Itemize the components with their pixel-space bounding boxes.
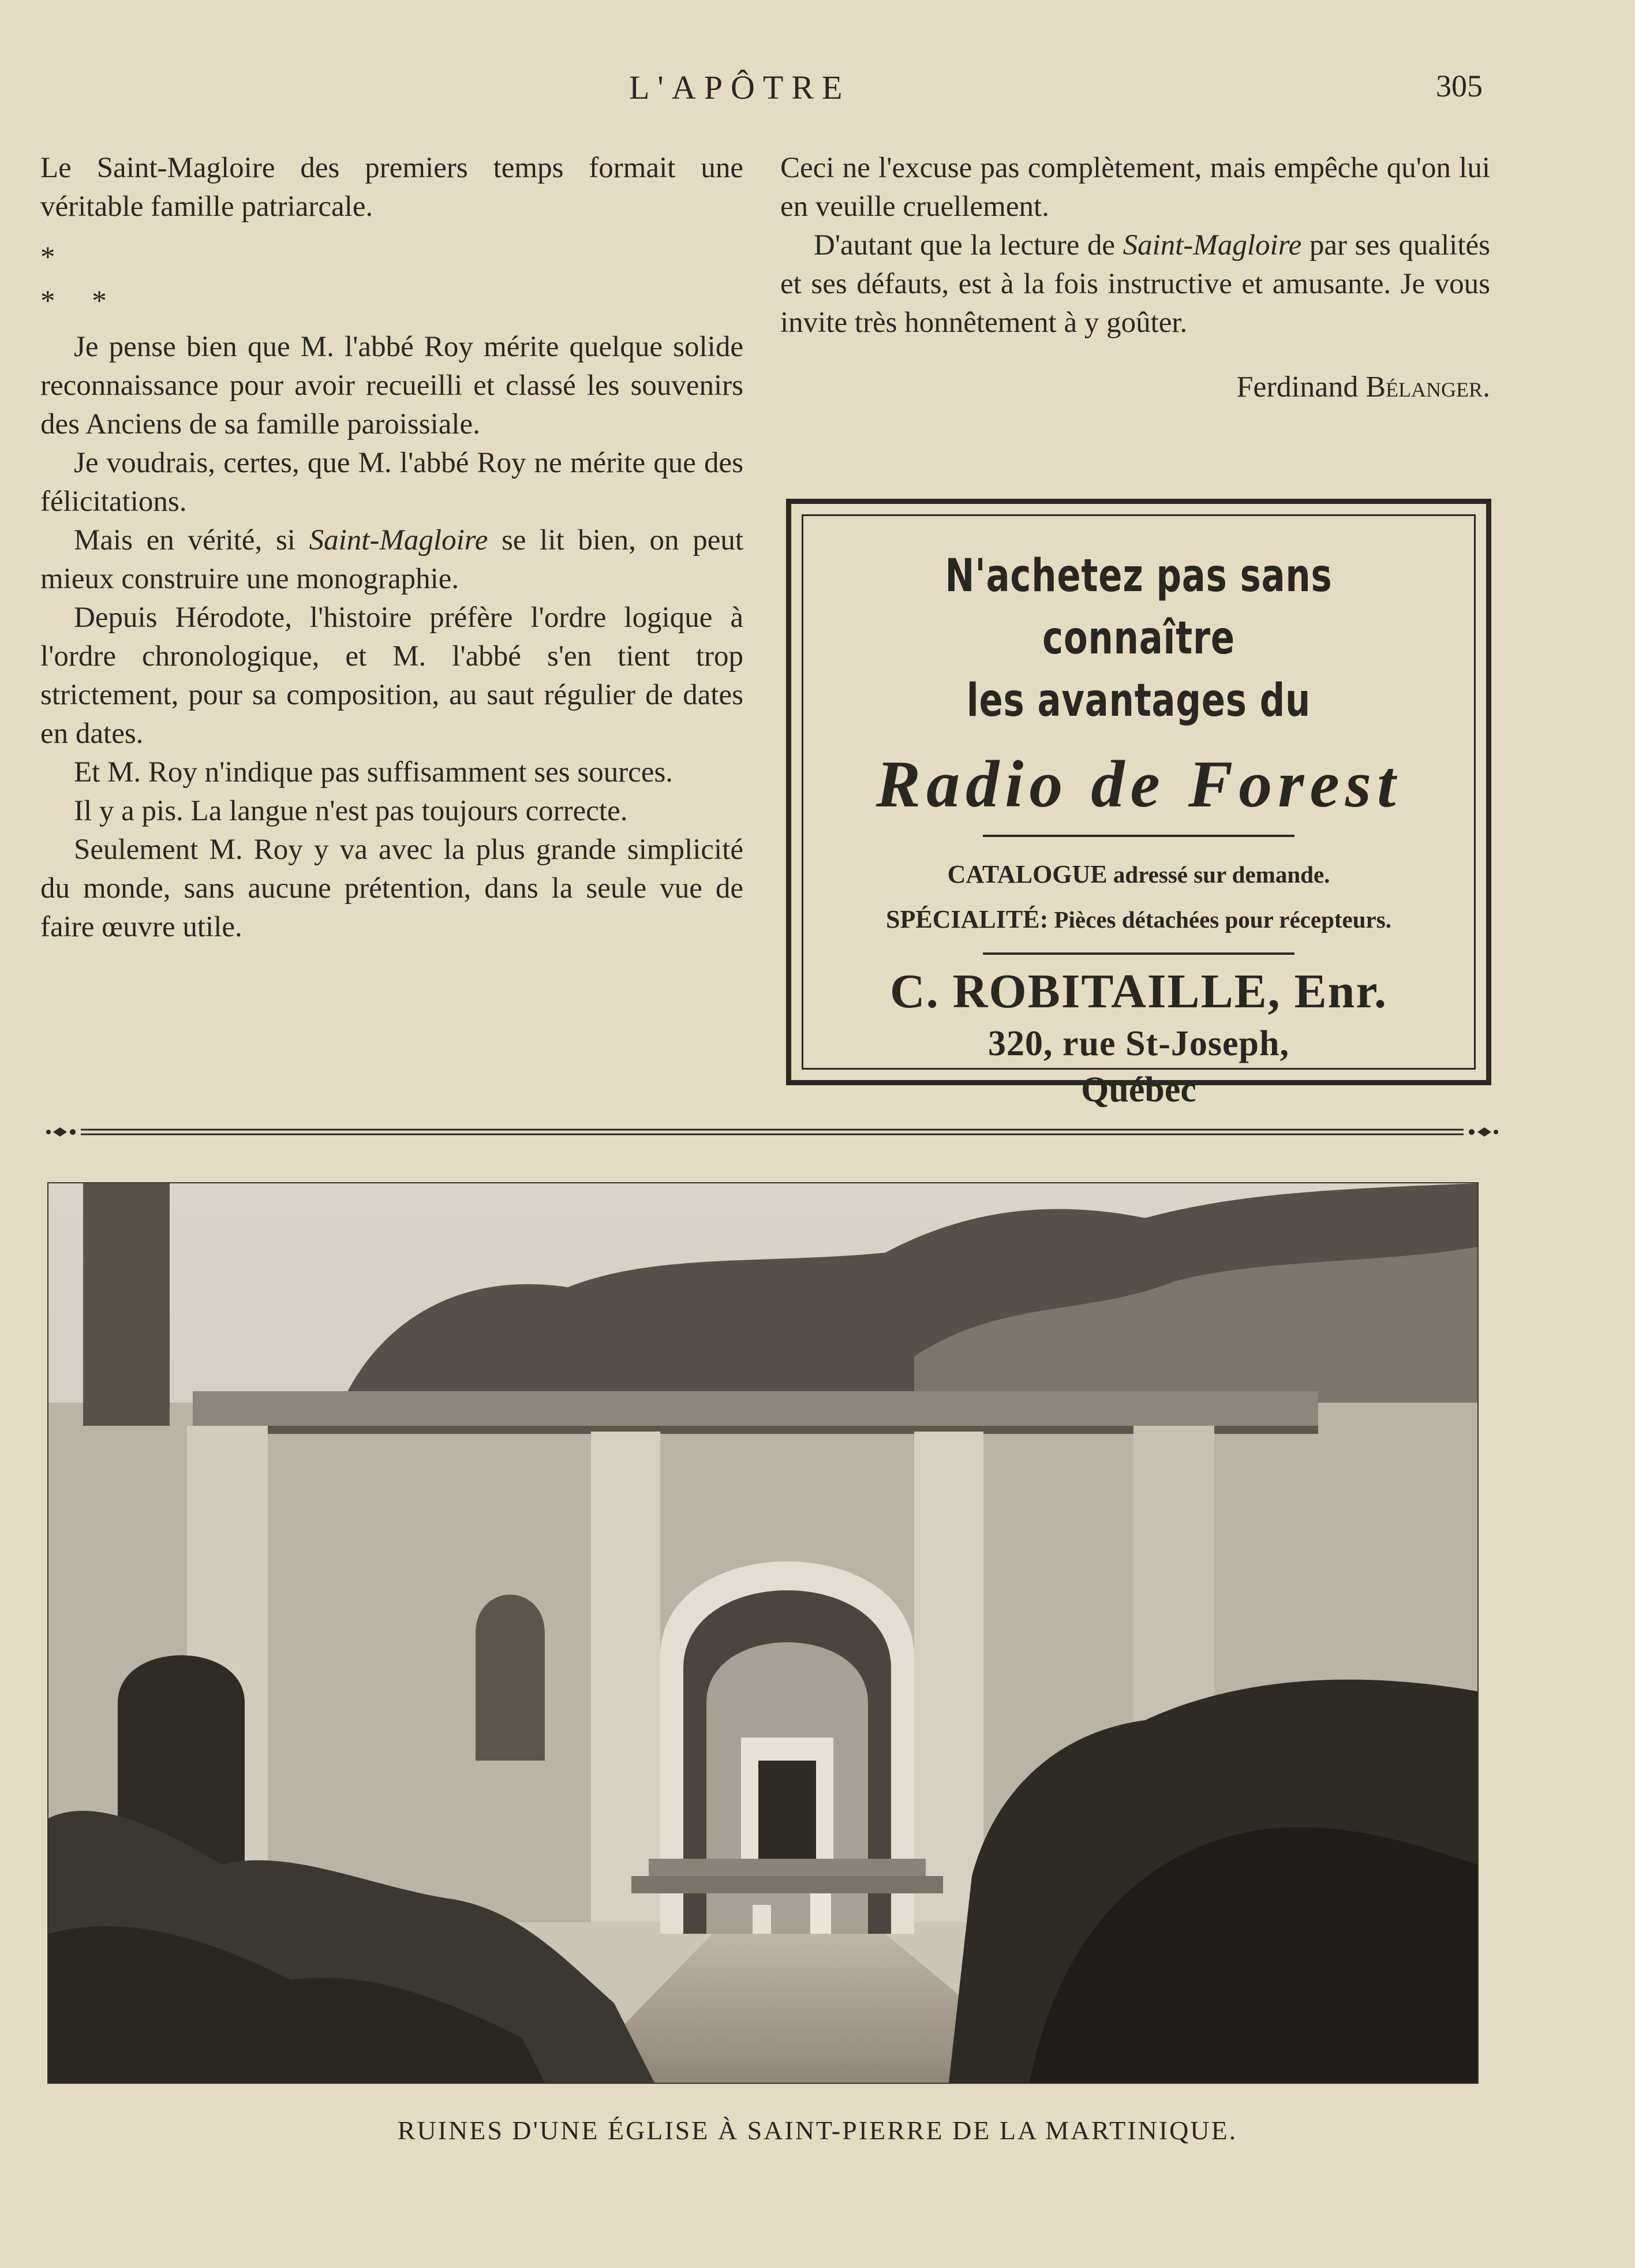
advertisement [786,499,1491,1109]
paragraph: Je pense bien que M. l'abbé Roy mérite quelque solide reconnaissance pour avoir recueilli et classé les souvenirs des Anciens de sa famille paroissiale. [40,331,743,440]
ad-specialty-text: Pièces détachées pour récepteurs. [1048,906,1391,933]
page-number: 305 [1436,69,1483,103]
church-ruins-photograph [47,1182,1479,2084]
paragraph: Je voudrais, certes, que M. l'abbé Roy ne mérite que des félicitations. [40,447,743,518]
book-title: Saint-Magloire [309,524,488,556]
photo-illustration [48,1183,1477,2083]
ad-rule [983,835,1294,837]
signature-last-name: Bélanger. [1365,371,1490,403]
paragraph-text: se lit bien, on peut mieux construire une monographie. [40,524,744,595]
running-head [0,68,1635,114]
advertisement-inner-frame [802,514,1476,1109]
ad-headline [877,545,1400,732]
ad-specialty-line [803,897,1474,942]
ad-rule [983,952,1294,955]
paragraph: Il y a pis. La langue n'est pas toujours correcte. [74,795,628,827]
paragraph-text: par ses qualités et ses défauts, est à la fois instructive et amusante. Je vous invite très honnêtement à y goûter. [780,229,1490,339]
right-column [780,149,1490,406]
ad-catalogue-label: CATALOGUE [947,860,1108,888]
paragraph [780,226,1490,342]
ad-brand-name: Radio de Forest [876,748,1402,821]
journal-title: L'APÔTRE [629,69,851,106]
book-title: Saint-Magloire [1123,229,1302,261]
divider-ornament-right [1469,1127,1498,1137]
ad-headline-line: N'achetez pas sans connaître [945,550,1333,664]
paragraph: Seulement M. Roy y va avec la plus grande simplicité du monde, sans aucune prétention, dans la seule vue de faire œuvre utile. [40,834,743,943]
left-column [40,149,743,947]
paragraph [40,521,743,599]
paragraph: Et M. Roy n'indique pas suffisamment ses sources. [74,756,674,789]
ad-catalogue-text: adressé sur demande. [1107,861,1330,888]
signature-first-name: Ferdinand [1236,371,1366,403]
paragraph: Le Saint-Magloire des premiers temps formait une véritable famille patriarcale. [40,152,743,223]
section-break-stars: * * [40,285,107,317]
paragraph: Depuis Hérodote, l'histoire préfère l'ordre logique à l'ordre chronologique, et M. l'abbé s'en tient trop strictement, pour sa composition, au saut régulier de dates en dates. [40,601,743,750]
signature [780,368,1490,406]
paragraph-text: Mais en vérité, si [74,524,309,556]
ad-city: Québec [1081,1070,1196,1109]
ad-catalogue-line [803,852,1474,897]
photo-caption: RUINES D'UNE ÉGLISE À SAINT-PIERRE DE LA MARTINIQUE. [397,2116,1238,2145]
ad-company-name: C. ROBITAILLE, Enr. [890,965,1387,1018]
ad-headline-line: les avantages du [966,675,1311,727]
ad-address: 320, rue St-Joseph, [988,1024,1289,1063]
paragraph-text: D'autant que la lecture de [814,229,1123,261]
section-break-star: * [40,241,55,274]
ad-specialty-label: SPÉCIALITÉ: [886,905,1049,933]
ornamental-divider [45,1123,1499,1141]
paragraph: Ceci ne l'excuse pas complètement, mais empêche qu'on lui en veuille cruellement. [780,152,1490,223]
divider-ornament-left [46,1127,76,1137]
